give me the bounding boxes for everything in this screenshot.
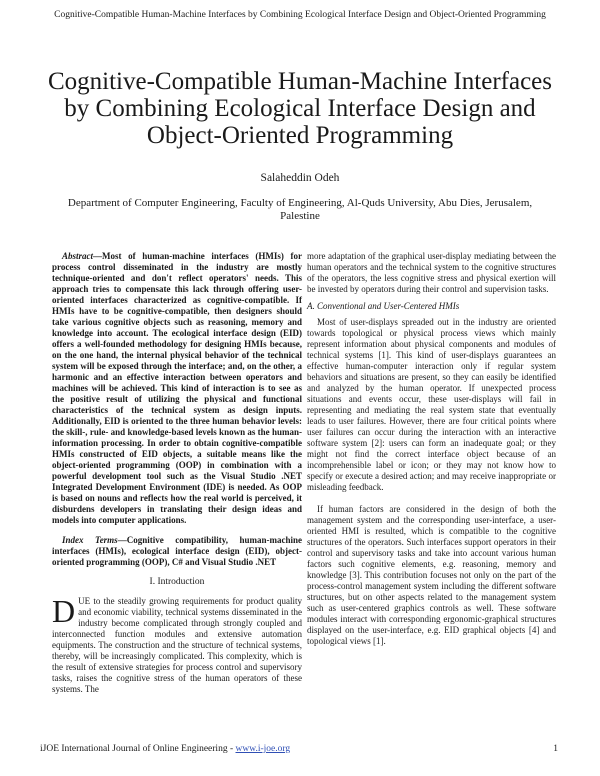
subsection-paragraph-2: If human factors are considered in the design of both the management system and the corresponding user-interface, a user-oriented HMI is resulted, which is compatible to the cognitive structures of the operators. Such interfaces support operators in their control and supervisory tasks and take into account various human factors such cognitive elements, e.g. reasoning, memory and knowledge [3]. This contribution focuses not only on the part of the process-control management system including the different software structures, but on other aspects related to the management system such as user-centered graphics controls as well. These software modules interact with corresponding ergonomic-graphical structures displayed on the user-interface, e.g. EID graphical objects [4] and topological views [1].: [307, 504, 556, 646]
abstract-text: —Most of human-machine interfaces (HMIs) for process control disseminated in the industry are mostly technique-oriented and don't reflect operators' needs. This approach tries to compensate this lack through offering user-oriented interfaces characterized as cognitive-compatible. If HMIs have to be cognitive-compatible, then designers should take various cognitive objects such as reasoning, memory and knowledge into account. The ecological interface design (EID) offers a well-founded methodology for designing HMIs because, on the one hand, the internal physical behavior of the technical system will be exposed through the interface; and, on the other, a harmonic and an effective interaction between operators and machines will be achieved. This kind of interaction is to see as the positive result of utilizing the physical and functional characteristics of the technical system as design inputs. Additionally, EID is oriented to the three human behavior levels: the skill-, rule- and knowledge-based levels known as the human-information processing. In order to obtain cognitive-compatible HMIs constructed of EID objects, a suitable means like the object-oriented programming (OOP) in combination with a powerful development tool such as the Visual Studio .NET Integrated Development Environment (IDE) is needed. As OOP is based on nouns and reflects how the real world is perceived, it disburdens developers in translating their design ideas and models into computer applications.: [52, 251, 302, 525]
right-column: [307, 251, 556, 647]
page-number: 1: [553, 744, 558, 754]
journal-link[interactable]: www.i-joe.org: [235, 744, 291, 754]
abstract-label: Abstract: [62, 251, 94, 261]
section-heading-introduction: I. Introduction: [149, 577, 205, 587]
index-terms: [52, 535, 302, 568]
subsection-heading: A. Conventional and User-Centered HMIs: [307, 301, 460, 311]
journal-name: iJOE International Journal of Online Engineering -: [40, 744, 236, 754]
author-name: Salaheddin Odeh: [260, 172, 340, 184]
left-column: [52, 251, 302, 695]
index-terms-label: Index Terms: [62, 535, 118, 545]
subsection-paragraph-1: Most of user-displays spreaded out in the industry are oriented towards topological or physical process views which mainly represent information about physical components and modules of technical systems [1]. This kind of user-displays guarantees an effective human-computer interaction only if regular system behaviors and situations are present, so they can easily be identified and analyzed by the human operator. If unexpected process situations and events occur, these user-displays will fail in representing and mediating the real system state that eventually leads to user failures. However, there are four critical points where user failures can occur during the interaction with an interactive software system [2]: users can form an inadequate goal; or they might not find the correct interface object because of an incomprehensible label or icon; or they may not know how to specify or execute a desired action; and may receive inappropriate or misleading feedback.: [307, 317, 556, 492]
index-terms-text: —Cognitive compatibility, human-machine interfaces (HMIs), ecological interface design (EID), object-oriented programming (OOP), C# and Visual Studio .NET: [52, 535, 302, 567]
page-footer: [40, 744, 560, 754]
abstract: [52, 251, 302, 526]
intro-paragraph: [52, 593, 302, 695]
running-header: Cognitive-Compatible Human-Machine Interfaces by Combining Ecological Interface Design and Object-Oriented Programming: [54, 10, 546, 20]
intro-continuation: more adaptation of the graphical user-display mediating between the human operators and the technical system to the cognitive structures of the operators, the less cognitive stress and physical exertion will be invested by operators during their control and supervision tasks.: [307, 251, 556, 294]
intro-text: UE to the steadily growing requirements for product quality and economic viability, technical systems disseminated in the industry become complicated through strongly coupled and interconnected function modules and extensive automation equipments. The construction and the structure of technical systems, thereby, will be increasingly complicated. This complexity, which is the result of extensive strategies for process control and supervisory tasks, raises the cognitive stress of the human operators of these systems. The: [52, 596, 302, 694]
paper-title: Cognitive-Compatible Human-Machine Interfaces by Combining Ecological Interface Design and Object-Oriented Programming: [47, 68, 552, 149]
author-affiliation: Department of Computer Engineering, Faculty of Engineering, Al-Quds University, Abu Dies, Jerusalem, Palestine: [67, 197, 533, 222]
drop-cap: D: [52, 593, 76, 629]
